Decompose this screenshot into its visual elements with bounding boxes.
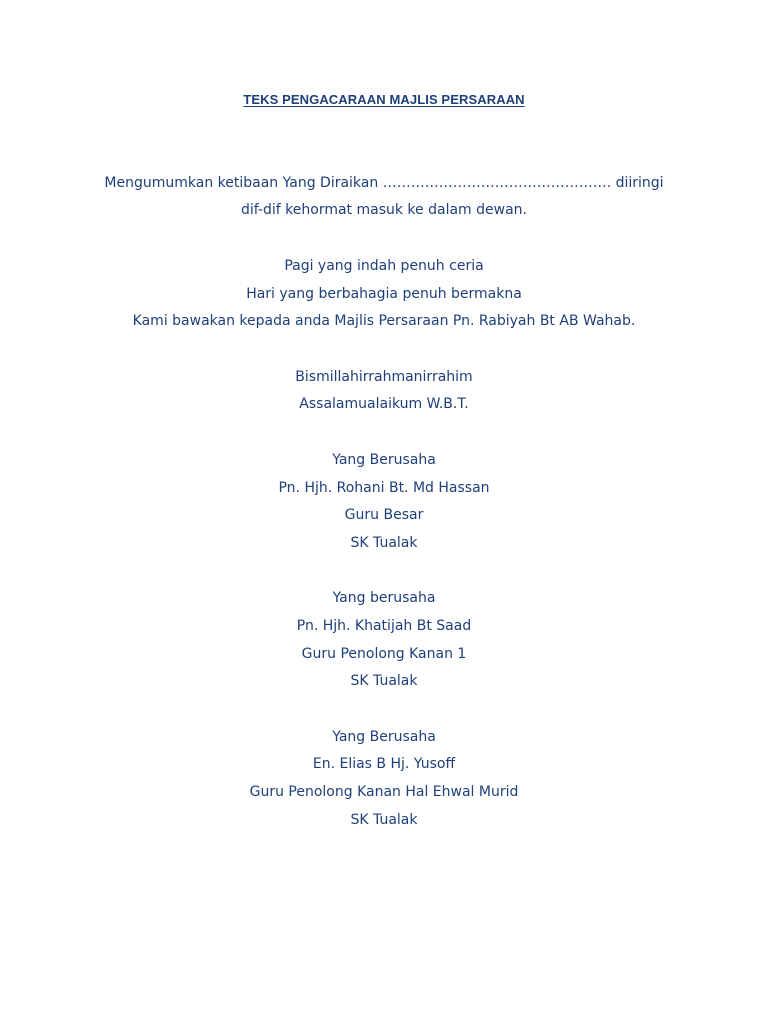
greeting-line-2: Hari yang berbahagia penuh bermakna	[246, 286, 522, 302]
dignitary-3-position: Guru Penolong Kanan Hal Ehwal Murid	[249, 784, 519, 800]
dignitary-1-name: Pn. Hjh. Rohani Bt. Md Hassan	[278, 480, 490, 496]
intro-line-2: dif-dif kehormat masuk ke dalam dewan.	[241, 202, 527, 218]
dignitary-1-honorific: Yang Berusaha	[332, 452, 436, 468]
greeting-line-3: Kami bawakan kepada anda Majlis Persaraan Pn. Rabiyah Bt AB Wahab.	[132, 313, 636, 329]
intro-line-1: Mengumumkan ketibaan Yang Diraikan …………………………………………. diiringi	[104, 175, 664, 191]
document-title: TEKS PENGACARAAN MAJLIS PERSARAAN	[243, 92, 525, 107]
salutation-line-2: Assalamualaikum W.B.T.	[299, 396, 469, 412]
dignitary-2-school: SK Tualak	[350, 673, 418, 689]
dignitary-3-name: En. Elias B Hj. Yusoff	[312, 756, 456, 772]
dignitary-2-name: Pn. Hjh. Khatijah Bt Saad	[296, 618, 472, 634]
dignitary-2-position: Guru Penolong Kanan 1	[301, 646, 467, 662]
dignitary-1-school: SK Tualak	[350, 535, 418, 551]
greeting-line-1: Pagi yang indah penuh ceria	[284, 258, 484, 274]
dignitary-2-honorific: Yang berusaha	[332, 590, 436, 606]
dignitary-1-position: Guru Besar	[344, 507, 424, 523]
salutation-line-1: Bismillahirrahmanirrahim	[295, 369, 473, 385]
dignitary-3-school: SK Tualak	[350, 812, 418, 828]
dignitary-3-honorific: Yang Berusaha	[332, 729, 436, 745]
